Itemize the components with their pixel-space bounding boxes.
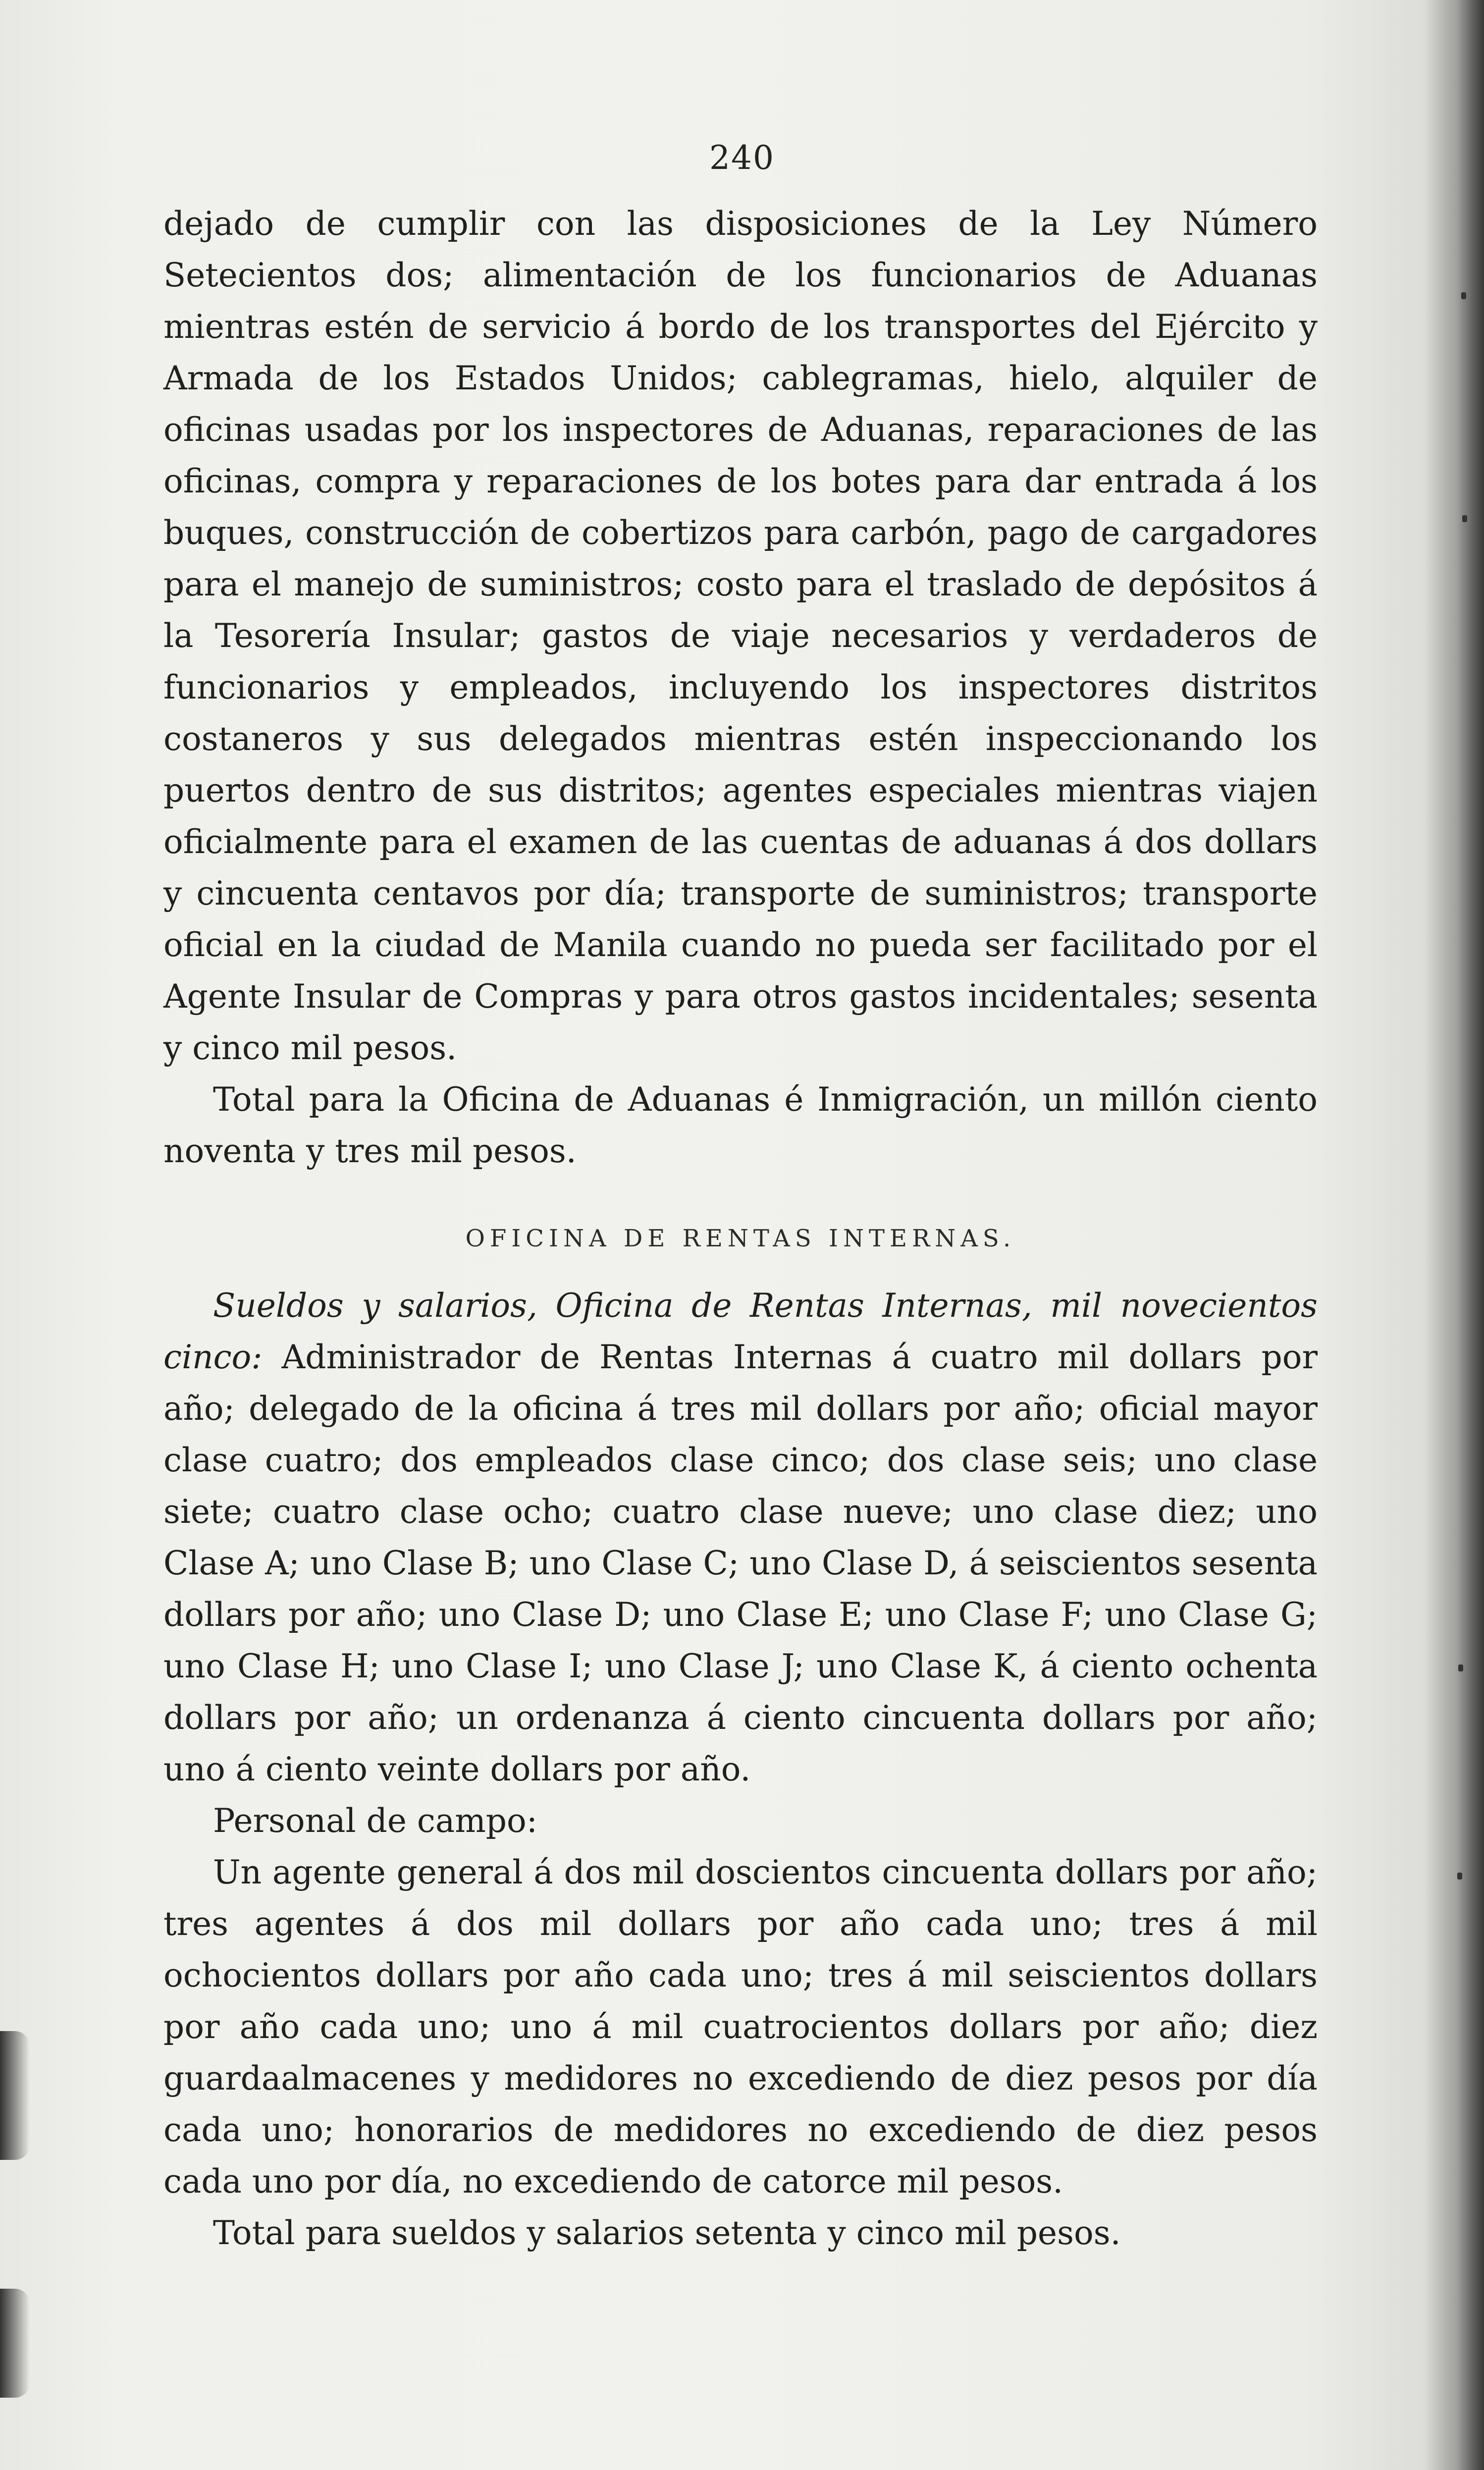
scan-speck	[1462, 515, 1467, 522]
scan-speck	[1461, 292, 1466, 299]
paragraph-expenses: dejado de cumplir con las disposiciones de la Ley Número Setecientos dos; alimentación de los funcionarios de Aduanas mientras estén de servicio á bordo de los transportes del Ejército y Armada de los Estados Unidos; cablegramas, hielo, alquiler de oficinas usadas por los inspectores de Aduanas, reparaciones de las oficinas, compra y reparaciones de los botes para dar entrada á los buques, construcción de cobertizos para carbón, pago de cargadores para el manejo de suministros; costo para el traslado de depósitos á la Tesorería Insular; gastos de viaje necesarios y verdaderos de funcionarios y empleados, incluyendo los inspectores distritos costaneros y sus delegados mientras estén inspeccionando los puertos dentro de sus distritos; agentes especiales mientras viajen oficialmente para el examen de las cuentas de aduanas á dos dollars y cincuenta centavos por día; transporte de suministros; transporte oficial en la ciudad de Manila cuando no pueda ser facilitado por el Agente Insular de Compras y para otros gastos incidentales; sesenta y cinco mil pesos.	[163, 205, 1318, 1067]
page-number: 240	[709, 139, 775, 177]
page-edge-shadow	[1425, 0, 1484, 2470]
section-heading: OFICINA DE RENTAS INTERNAS.	[465, 1225, 1016, 1252]
paragraph-total-salaries: Total para sueldos y salarios setenta y cinco mil pesos.	[213, 2214, 1121, 2252]
scan-speck	[1457, 1873, 1462, 1879]
paragraph-total-customs: Total para la Oficina de Aduanas é Inmigración, un millón ciento noventa y tres mil pesos.	[163, 1080, 1318, 1170]
salaries-body: Administrador de Rentas Internas á cuatro mil dollars por año; delegado de la oficina á tres mil dollars por año; oficial mayor clase cuatro; dos empleados clase cinco; dos clase seis; uno clase siete; cuatro clase ocho; cuatro clase nueve; uno clase diez; uno Clase A; uno Clase B; uno Clase C; uno Clase D, á seiscientos sesenta dollars por año; uno Clase D; uno Clase E; uno Clase F; uno Clase G; uno Clase H; uno Clase I; uno Clase J; uno Clase K, á ciento ochenta dollars por año; un ordenanza á ciento cincuenta dollars por año; uno á ciento veinte dollars por año.	[163, 1338, 1318, 1788]
body-text	[163, 198, 1318, 2259]
field-personnel-heading: Personal de campo:	[213, 1802, 538, 1840]
binding-shadow	[0, 2289, 30, 2398]
scan-speck	[1458, 1665, 1463, 1671]
binding-shadow	[0, 2031, 30, 2160]
paragraph-field-personnel: Un agente general á dos mil doscientos cincuenta dollars por año; tres agentes á dos mil dollars por año cada uno; tres á mil ochocientos dollars por año cada uno; tres á mil seiscientos dollars por año cada uno; uno á mil cuatrocientos dollars por año; diez guardaalmacenes y medidores no excediendo de diez pesos por día cada uno; honorarios de medidores no excediendo de diez pesos cada uno por día, no excediendo de catorce mil pesos.	[163, 1853, 1318, 2201]
salaries-lead: Sueldos y salarios, Oficina de Rentas Internas, mil novecientos cinco:	[163, 1287, 1318, 1376]
paragraph-salaries	[163, 1280, 1318, 1795]
